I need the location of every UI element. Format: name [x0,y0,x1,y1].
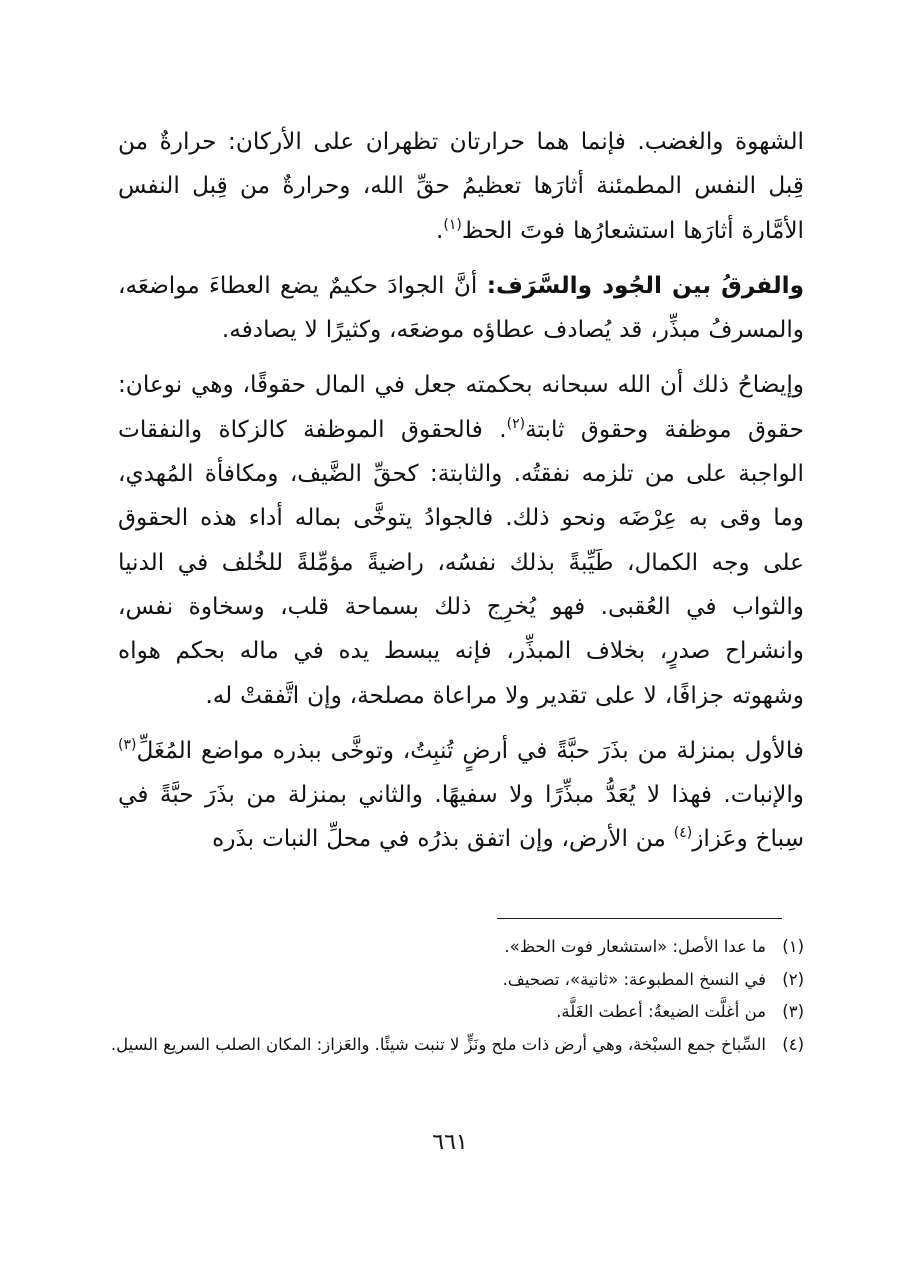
footnote-ref-3: (٣) [118,736,137,753]
page-number: ٦٦١ [432,1130,468,1155]
footnote-ref-2: (٢) [506,415,526,432]
footnote-text: في النسخ المطبوعة: «ثانية»، تصحيف. [502,969,766,989]
paragraph-1 [118,120,804,253]
paragraph-4-text-b: والإنبات. فهذا لا يُعَدُّ مبذِّرًا ولا سفيهًا. والثاني بمنزلة من بذَرَ حبَّةً في سِباخ وعَزاز [118,781,804,853]
paragraph-4-text-a: فالأول بمنزلة من بذَرَ حبَّةً في أرضٍ تُنبِتُ، وتوخَّى ببذره مواضع المُغَلِّ [136,736,804,764]
paragraph-3 [118,363,804,717]
footnote-number: (٢) [782,969,804,989]
paragraph-4 [118,729,804,862]
paragraph-2-term: والفرقُ بين الجُود والسَّرَف: [486,271,805,299]
footnote-divider [497,918,782,919]
footnote-number: (٤) [782,1034,804,1054]
paragraph-2-text: أنَّ الجوادَ حكيمٌ يضع العطاءَ مواضعَه، والمسرفُ مبذِّر، قد يُصادف عطاؤه موضعَه، وكثيرًا لا يصادفه. [118,271,804,344]
footnote-text: من أغلَّت الضيعةُ: أعطت الغَلَّة. [556,1002,766,1021]
paragraph-3-text-b: . فالحقوق الموظفة كالزكاة والنفقات الواجبة على من تلزمه نفقتُه. والثابتة: كحقِّ الضَّيف، ومكافأة المُهدي، وما وقى به عِرْضَه ونحو ذلك. فالجوادُ يتوخَّى بماله أداء هذه الحقوق على وجه الكمال، طَيِّبةً بذلك نفسُه، راضيةً مؤمِّلةً للخُلف في الدنيا والثواب في العُقبى. فهو يُخرِج ذلك بسماحة قلب، وسخاوة نفس، وانشراح صدرٍ، بخلاف المبذِّر، فإنه يبسط يده في ماله بحكم هواه وشهوته جزافًا، لا على تقدير ولا مراعاة مصلحة، وإن اتَّفقتْ له. [118,415,804,709]
footnote-ref-4: (٤) [673,825,693,842]
footnote-4 [108,1030,804,1060]
footnote-ref-1: (١) [443,216,462,233]
paragraph-3-text-a: وإيضاحُ ذلك أن الله سبحانه بحكمته جعل في المال حقوقًا، وهي نوعان: حقوق موظفة وحقوق ثابتة [118,371,804,443]
paragraph-4-text-c: من الأرض، وإن اتفق بذرُه في محلِّ النبات بذَره [212,825,674,853]
footnote-3 [108,997,804,1027]
footnote-number: (٣) [782,1002,804,1021]
footnote-2 [108,965,804,995]
footnote-1 [108,932,804,962]
paragraph-1-text: الشهوة والغضب. فإنما هما حرارتان تظهران على الأركان: حرارةٌ من قِبل النفس المطمئنة أثارَها تعظيمُ حقِّ الله، وحرارةٌ من قِبل النفس الأمَّارة أثارَها استشعارُها فوتَ الحظ [118,128,804,244]
footnotes [108,932,804,1062]
paragraph-2 [118,264,804,353]
footnote-text: ما عدا الأصل: «استشعار فوت الحظ». [504,937,766,956]
footnote-number: (١) [782,937,804,956]
paragraph-1-end: . [436,216,444,244]
footnote-text: السِّباخ جمع السبْخة، وهي أرض ذات ملح ونَزٍّ لا تنبت شيئًا. والعَزاز: المكان الصلب السريع السيل. [110,1034,766,1054]
